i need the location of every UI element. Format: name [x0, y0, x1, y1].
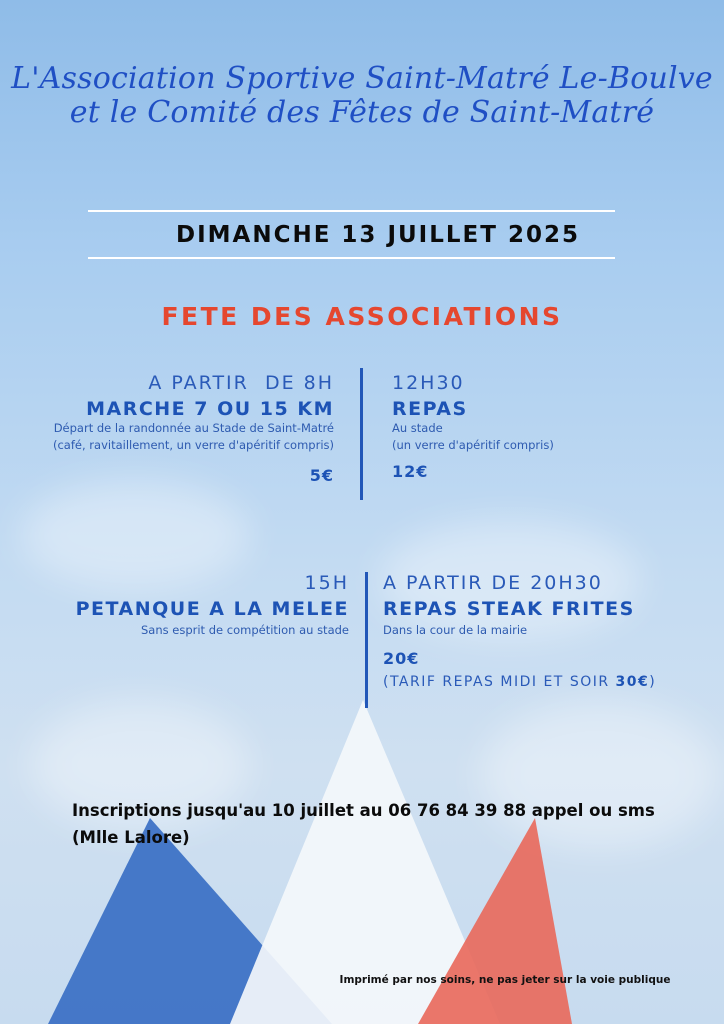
column-divider	[365, 572, 368, 708]
event-time: A PARTIR DE 20H30	[383, 572, 603, 594]
event-price: 12€	[392, 462, 429, 481]
inscriptions-info: Inscriptions jusqu'au 10 juillet au 06 76 84 39 88 appel ou sms (Mlle Lalore)	[72, 801, 655, 847]
event-activity: REPAS	[392, 398, 468, 420]
event-title: FETE DES ASSOCIATIONS	[161, 302, 563, 331]
header-line-2: et le Comité des Fêtes de Saint-Matré	[69, 95, 655, 130]
event-repas-soir	[383, 572, 713, 690]
event-petanque	[19, 572, 349, 639]
event-description: Départ de la randonnée au Stade de Saint-Matré (café, ravitaillement, un verre d'apéritif compris)	[53, 421, 334, 452]
event-description-line-1: Au stade	[392, 421, 443, 435]
tarif-text: (TARIF REPAS MIDI ET SOIR	[383, 674, 616, 690]
tarif-close: )	[649, 674, 657, 690]
event-price: 5€	[309, 466, 334, 485]
event-time: A PARTIR DE 8H	[148, 372, 334, 394]
divider-bottom	[88, 257, 615, 259]
event-time: 15H	[304, 572, 349, 594]
event-description: Dans la cour de la mairie	[383, 623, 528, 637]
event-price: 20€	[383, 649, 420, 668]
event-activity: MARCHE 7 OU 15 KM	[86, 398, 334, 420]
event-activity: REPAS STEAK FRITES	[383, 598, 635, 620]
tarif-note	[383, 674, 713, 690]
event-description-line-2: (un verre d'apéritif compris)	[392, 438, 554, 452]
event-description: Sans esprit de compétition au stade	[140, 623, 349, 637]
event-activity: PETANQUE A LA MELEE	[75, 598, 349, 620]
footer-notice: Imprimé par nos soins, ne pas jeter sur la voie publique	[339, 974, 671, 986]
event-marche	[14, 372, 334, 485]
event-repas	[392, 372, 692, 481]
event-time: 12H30	[392, 372, 465, 394]
event-date: DIMANCHE 13 JUILLET 2025	[176, 222, 580, 248]
header-line-1: L'Association Sportive Saint-Matré Le-Boulve	[11, 61, 713, 96]
divider-top	[88, 210, 615, 212]
tarif-price: 30€	[615, 674, 650, 690]
column-divider	[360, 368, 363, 500]
